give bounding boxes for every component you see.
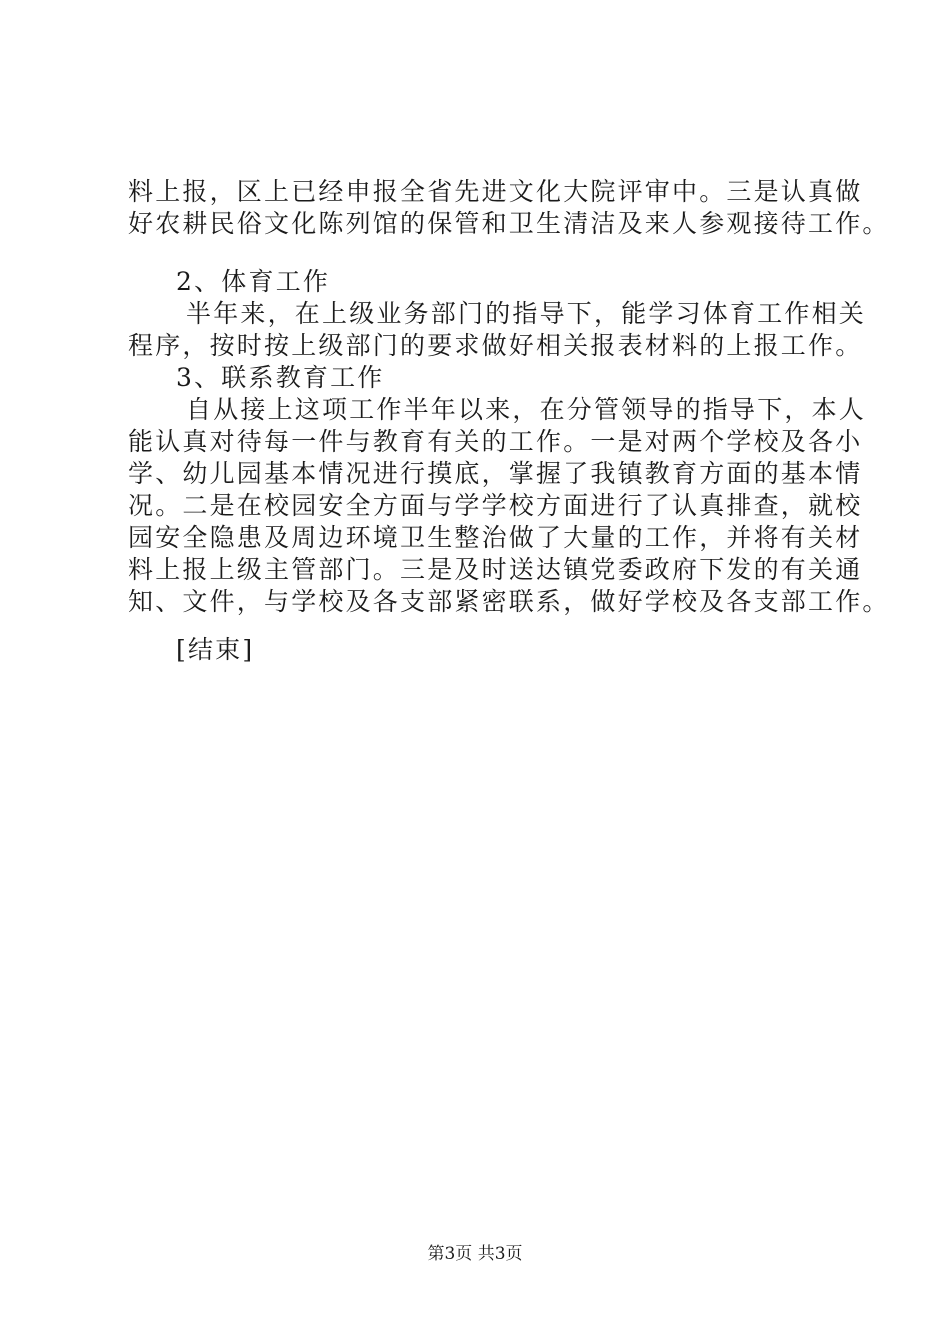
section-heading-sports: 2、体育工作 xyxy=(176,267,331,296)
paragraph-line: 料上报，区上已经申报全省先进文化大院评审中。三是认真做 xyxy=(128,177,863,206)
paragraph-line: 自从接上这项工作半年以来，在分管领导的指导下，本人 xyxy=(186,395,867,424)
paragraph-line: 半年来，在上级业务部门的指导下，能学习体育工作相关 xyxy=(186,299,867,328)
paragraph-line: 能认真对待每一件与教育有关的工作。一是对两个学校及各小 xyxy=(128,427,863,456)
section-heading-education: 3、联系教育工作 xyxy=(176,363,385,392)
paragraph-line: 程序，按时按上级部门的要求做好相关报表材料的上报工作。 xyxy=(128,331,863,360)
paragraph-line: 好农耕民俗文化陈列馆的保管和卫生清洁及来人参观接待工作。 xyxy=(128,209,890,238)
paragraph-line: 料上报上级主管部门。三是及时送达镇党委政府下发的有关通 xyxy=(128,555,863,584)
paragraph-line: 学、幼儿园基本情况进行摸底，掌握了我镇教育方面的基本情 xyxy=(128,459,863,488)
paragraph-line: 况。二是在校园安全方面与学学校方面进行了认真排查，就校 xyxy=(128,491,863,520)
paragraph-line: 园安全隐患及周边环境卫生整治做了大量的工作，并将有关材 xyxy=(128,523,863,552)
end-marker: [结束] xyxy=(176,635,255,664)
paragraph-line: 知、文件，与学校及各支部紧密联系，做好学校及各支部工作。 xyxy=(128,587,890,616)
page-footer: 第3页 共3页 xyxy=(427,1244,523,1264)
